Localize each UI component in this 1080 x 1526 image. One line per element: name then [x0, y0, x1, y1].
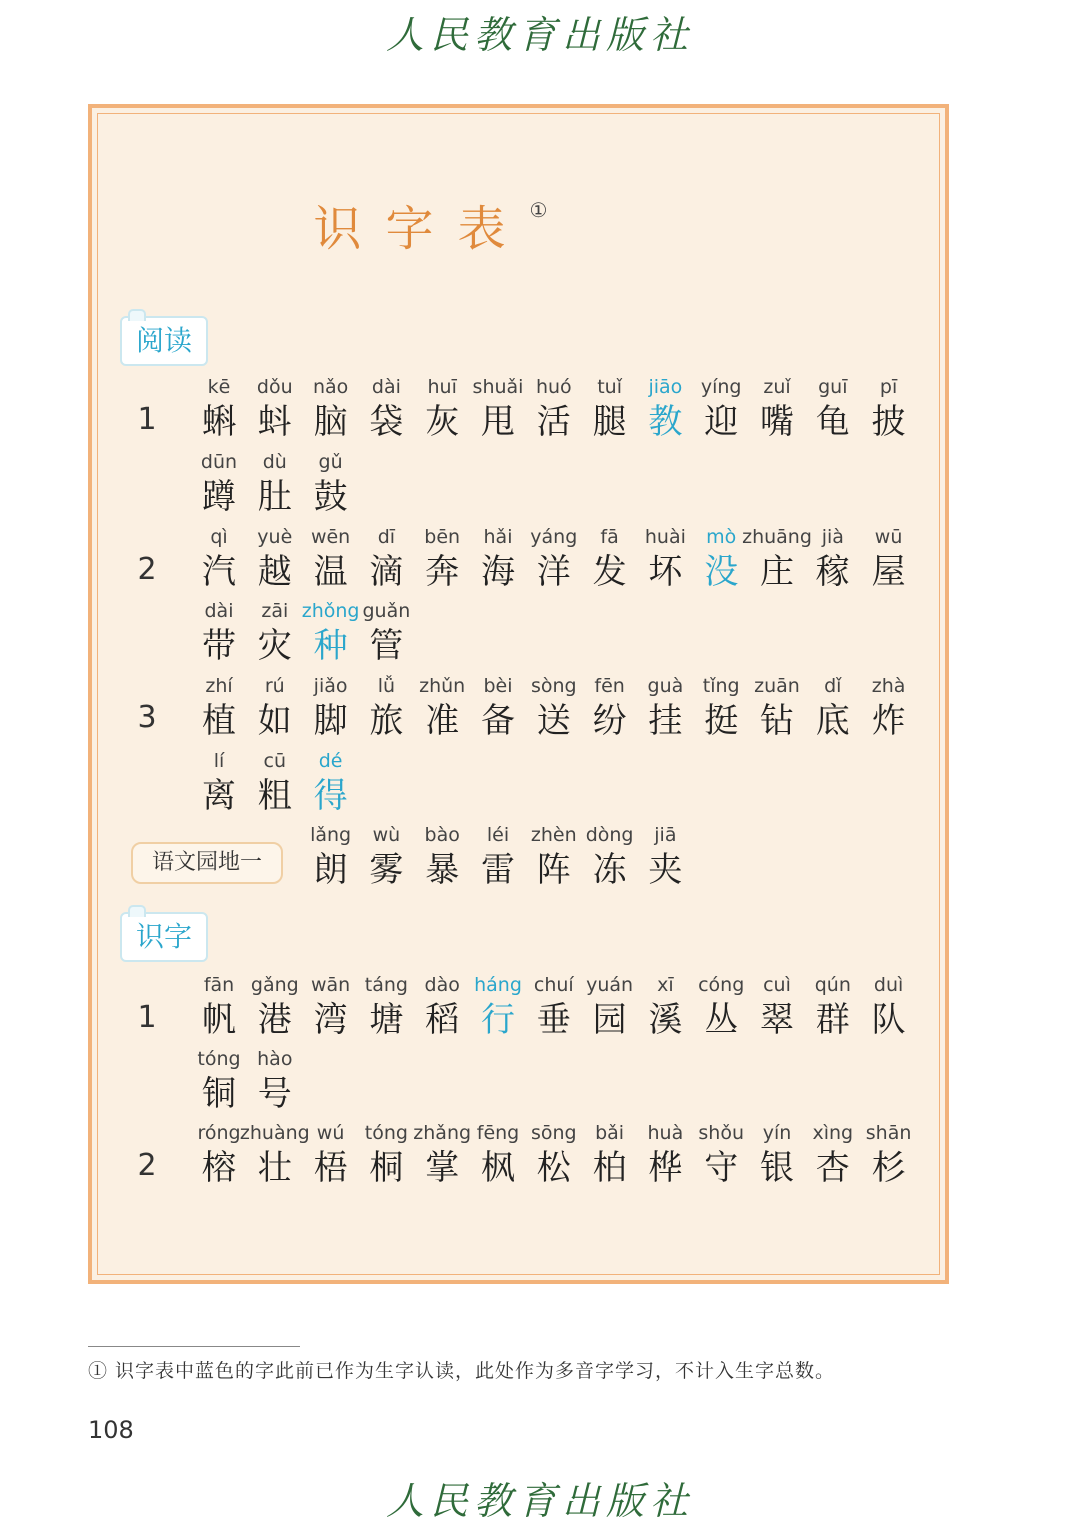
hanzi: 没	[704, 552, 739, 592]
pinyin: dài	[371, 376, 401, 398]
section-tag-reading-label: 阅读	[135, 324, 192, 357]
hanzi: 鼓	[313, 477, 348, 517]
pinyin: bēn	[424, 526, 461, 548]
pinyin: jiā	[654, 824, 677, 846]
pinyin: bǎi	[595, 1122, 625, 1144]
hanzi: 迎	[704, 402, 739, 442]
pinyin: háng	[474, 974, 522, 996]
pinyin: huài	[644, 526, 686, 548]
pinyin: wū	[874, 526, 903, 548]
lesson-number: 1	[137, 1000, 157, 1035]
pinyin: guī	[818, 376, 848, 398]
pinyin: jiǎo	[313, 675, 348, 697]
footnote-divider	[88, 1346, 300, 1347]
pinyin: chuí	[533, 974, 574, 996]
pinyin: yuán	[586, 974, 634, 996]
pinyin: gǔ	[318, 451, 343, 473]
publisher-logo-top: 人民教育出版社	[385, 13, 694, 57]
pinyin: dī	[377, 526, 396, 548]
pinyin: mò	[706, 526, 737, 548]
hanzi: 雷	[481, 850, 515, 890]
pinyin: dòng	[585, 824, 634, 846]
hanzi: 松	[536, 1148, 571, 1188]
hanzi: 种	[313, 626, 348, 666]
section-tag-literacy-label: 识字	[135, 920, 192, 953]
publisher-logo-bottom: 人民教育出版社	[385, 1479, 694, 1523]
pinyin: nǎo	[312, 376, 349, 398]
pinyin: huī	[427, 376, 457, 398]
section-tag-literacy	[120, 912, 208, 962]
hanzi: 活	[536, 402, 571, 442]
hanzi: 挺	[704, 701, 739, 741]
pinyin: wù	[372, 824, 401, 846]
pinyin: yín	[762, 1122, 792, 1144]
hanzi: 桐	[369, 1148, 404, 1188]
hanzi: 奔	[425, 552, 460, 592]
hanzi: 肚	[257, 477, 292, 517]
hanzi: 坏	[648, 552, 683, 592]
pinyin: wú	[316, 1122, 345, 1144]
title-footnote-marker: ①	[529, 198, 548, 222]
hanzi: 带	[202, 626, 236, 666]
hanzi: 滴	[369, 552, 404, 592]
hanzi: 桦	[648, 1148, 683, 1188]
hanzi: 准	[425, 701, 460, 741]
pinyin: xī	[657, 974, 674, 996]
hanzi: 庄	[760, 552, 794, 592]
paper-clip-icon	[128, 905, 146, 917]
hanzi: 号	[257, 1074, 292, 1114]
pinyin: zhuàng	[239, 1122, 310, 1144]
hanzi: 稻	[425, 1000, 460, 1040]
hanzi: 嘴	[760, 402, 794, 442]
hanzi: 备	[481, 701, 515, 741]
hanzi: 龟	[815, 402, 850, 442]
hanzi: 梧	[313, 1148, 348, 1188]
hanzi: 朗	[313, 850, 348, 890]
hanzi: 翠	[760, 1000, 794, 1040]
hanzi: 袋	[369, 402, 404, 442]
hanzi: 送	[536, 701, 571, 741]
pinyin: hǎi	[483, 526, 513, 548]
pinyin: yuè	[257, 526, 293, 548]
hanzi: 溪	[648, 1000, 683, 1040]
hanzi: 温	[313, 552, 348, 592]
character-entry	[854, 524, 924, 594]
hanzi: 旅	[369, 701, 404, 741]
hanzi: 行	[481, 1000, 515, 1040]
character-entry	[240, 1046, 310, 1116]
hanzi: 管	[369, 626, 404, 666]
hanzi: 群	[815, 1000, 850, 1040]
hanzi: 灾	[257, 626, 292, 666]
hanzi: 植	[202, 701, 236, 741]
pinyin: zhèn	[530, 824, 577, 846]
hanzi: 雾	[369, 850, 404, 890]
pinyin: zhuāng	[742, 526, 812, 548]
hanzi: 杏	[815, 1148, 850, 1188]
pinyin: zuān	[754, 675, 800, 697]
hanzi: 杉	[871, 1148, 906, 1188]
character-entry	[351, 598, 421, 668]
pinyin: pī	[879, 376, 898, 398]
hanzi: 灰	[425, 402, 460, 442]
hanzi: 发	[592, 552, 627, 592]
pinyin: bào	[424, 824, 460, 846]
pinyin: táng	[364, 974, 408, 996]
pinyin: dǒu	[256, 376, 293, 398]
paper-clip-icon	[128, 309, 146, 321]
hanzi: 阵	[536, 850, 571, 890]
hanzi: 湾	[313, 1000, 348, 1040]
pinyin: wān	[310, 974, 351, 996]
pinyin: lǚ	[377, 675, 396, 697]
character-entry	[854, 374, 924, 444]
lesson-number: 3	[137, 700, 157, 735]
hanzi: 壮	[257, 1148, 292, 1188]
hanzi: 帆	[202, 1000, 236, 1040]
hanzi: 队	[871, 1000, 906, 1040]
hanzi: 冻	[592, 850, 627, 890]
pinyin: zāi	[261, 600, 289, 622]
pinyin: wēn	[310, 526, 351, 548]
pinyin: lí	[213, 750, 225, 772]
hanzi: 教	[648, 402, 683, 442]
hanzi: 洋	[536, 552, 571, 592]
pinyin: sōng	[530, 1122, 577, 1144]
hanzi: 蹲	[202, 477, 236, 517]
character-entry	[854, 1120, 924, 1190]
pinyin: zhǒng	[301, 600, 360, 622]
hanzi: 港	[257, 1000, 292, 1040]
pinyin: zhà	[871, 675, 906, 697]
pinyin: dūn	[200, 451, 238, 473]
hanzi: 丛	[704, 1000, 739, 1040]
hanzi: 钻	[760, 701, 794, 741]
hanzi: 塘	[369, 1000, 404, 1040]
hanzi: 纷	[592, 701, 627, 741]
pinyin: dé	[318, 750, 343, 772]
pinyin: duì	[873, 974, 904, 996]
hanzi: 甩	[481, 402, 515, 442]
character-entry	[854, 972, 924, 1042]
hanzi: 披	[871, 402, 906, 442]
pinyin: hào	[257, 1048, 293, 1070]
hanzi: 炸	[871, 701, 906, 741]
hanzi: 稼	[815, 552, 850, 592]
hanzi: 腿	[592, 402, 627, 442]
pinyin: tǐng	[702, 675, 740, 697]
pinyin: guà	[647, 675, 684, 697]
polyphone-character-entry	[296, 748, 366, 818]
hanzi: 枫	[481, 1148, 515, 1188]
page-number: 108	[88, 1416, 134, 1444]
hanzi: 脚	[313, 701, 348, 741]
character-entry	[296, 449, 366, 519]
pinyin: tóng	[197, 1048, 241, 1070]
hanzi: 脑	[313, 402, 348, 442]
pinyin: cóng	[698, 974, 745, 996]
pinyin: yáng	[530, 526, 578, 548]
hanzi: 底	[815, 701, 850, 741]
footnote: ① 识字表中蓝色的字此前已作为生字认读，此处作为多音字学习，不计入生字总数。	[88, 1360, 836, 1382]
pinyin: jiāo	[648, 376, 683, 398]
pinyin: lǎng	[310, 824, 352, 846]
pinyin: kē	[207, 376, 231, 398]
hanzi: 蝌	[202, 402, 236, 442]
pinyin: huó	[535, 376, 572, 398]
pinyin: rú	[264, 675, 285, 697]
title-text: 识字表	[313, 201, 530, 257]
hanzi: 得	[313, 776, 348, 816]
hanzi: 屋	[871, 552, 906, 592]
hanzi: 蚪	[257, 402, 292, 442]
page-title	[0, 190, 861, 259]
hanzi: 园	[592, 1000, 627, 1040]
hanzi: 榕	[202, 1148, 236, 1188]
section-tag-chinese-garden: 语文园地一	[131, 842, 283, 884]
pinyin: fēng	[476, 1122, 520, 1144]
pinyin: tuǐ	[597, 376, 622, 398]
pinyin: fā	[600, 526, 619, 548]
section-tag-reading	[120, 316, 208, 366]
pinyin: shuǎi	[472, 376, 524, 398]
character-entry	[630, 822, 700, 892]
hanzi: 柏	[592, 1148, 627, 1188]
pinyin: zhǎng	[413, 1122, 472, 1144]
pinyin: cū	[263, 750, 287, 772]
lesson-number: 1	[137, 402, 157, 437]
pinyin: cuì	[763, 974, 791, 996]
pinyin: dù	[262, 451, 287, 473]
hanzi: 汽	[202, 552, 236, 592]
hanzi: 离	[202, 776, 236, 816]
hanzi: 越	[257, 552, 292, 592]
pinyin: dǐ	[824, 675, 842, 697]
lesson-number: 2	[137, 1148, 157, 1183]
pinyin: zhǔn	[419, 675, 466, 697]
hanzi: 银	[760, 1148, 794, 1188]
pinyin: dài	[204, 600, 234, 622]
pinyin: qún	[814, 974, 851, 996]
hanzi: 暴	[425, 850, 460, 890]
pinyin: fān	[203, 974, 235, 996]
hanzi: 垂	[536, 1000, 571, 1040]
pinyin: tóng	[364, 1122, 408, 1144]
hanzi: 如	[257, 701, 292, 741]
hanzi: 铜	[202, 1074, 236, 1114]
pinyin: zhí	[205, 675, 233, 697]
pinyin: shān	[865, 1122, 912, 1144]
hanzi: 夹	[648, 850, 683, 890]
pinyin: zuǐ	[763, 376, 791, 398]
pinyin: huà	[647, 1122, 684, 1144]
pinyin: bèi	[483, 675, 513, 697]
pinyin: sòng	[530, 675, 577, 697]
pinyin: dào	[424, 974, 460, 996]
hanzi: 掌	[425, 1148, 460, 1188]
hanzi: 粗	[257, 776, 292, 816]
hanzi: 海	[481, 552, 515, 592]
pinyin: yíng	[700, 376, 742, 398]
pinyin: xìng	[812, 1122, 854, 1144]
pinyin: fēn	[594, 675, 625, 697]
pinyin: shǒu	[698, 1122, 744, 1144]
pinyin: léi	[486, 824, 510, 846]
pinyin: gǎng	[250, 974, 299, 996]
lesson-number: 2	[137, 552, 157, 587]
character-entry	[854, 673, 924, 743]
pinyin: róng	[197, 1122, 241, 1144]
hanzi: 守	[704, 1148, 739, 1188]
pinyin: jià	[821, 526, 844, 548]
pinyin: guǎn	[362, 600, 411, 622]
pinyin: qì	[210, 526, 228, 548]
hanzi: 挂	[648, 701, 683, 741]
